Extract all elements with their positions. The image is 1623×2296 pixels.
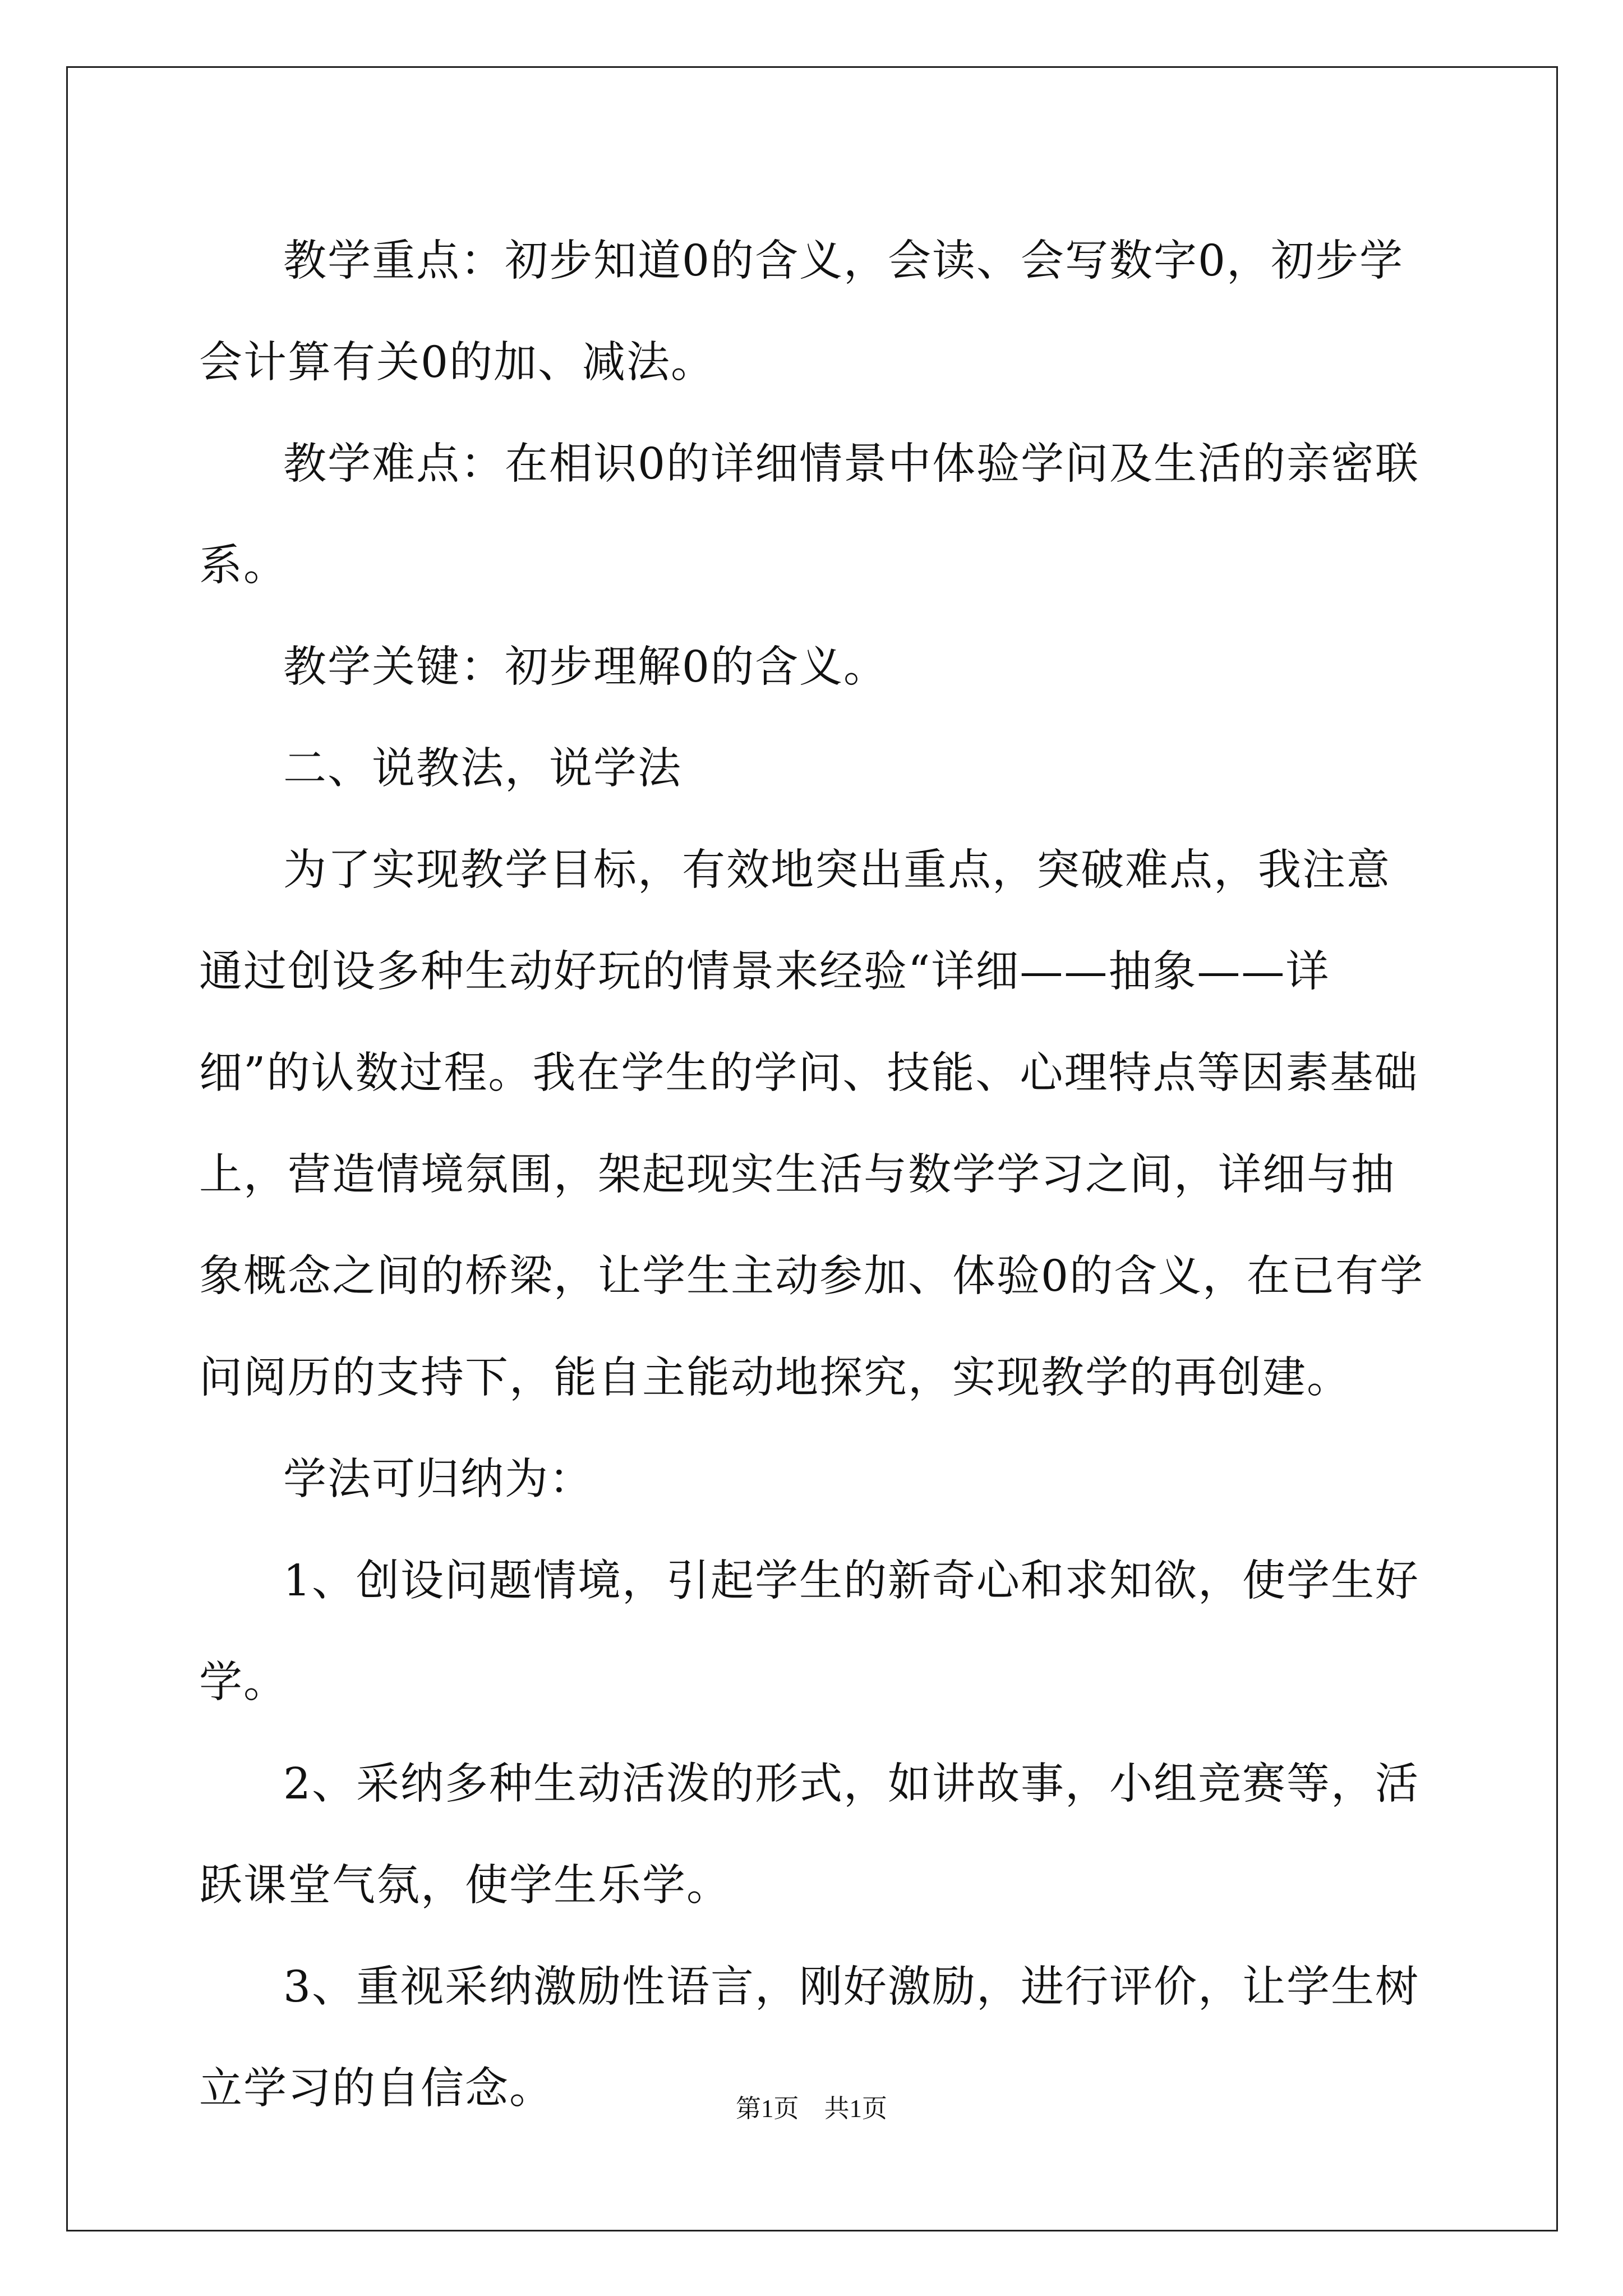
- list-item-1: 1、创设问题情境，引起学生的新奇心和求知欲，使学生好学。: [199, 1556, 1419, 1708]
- paragraph-learning-methods-intro: 学法可归纳为：: [283, 1455, 593, 1504]
- paragraph-teaching-key: 教学关键：初步理解0的含义。: [283, 642, 888, 692]
- paragraph-teaching-focus: 教学重点：初步知道0的含义，会读、会写数字0，初步学会计算有关0的加、减法。: [199, 236, 1404, 388]
- list-item-3: 3、重视采纳激励性语言，刚好激励，进行评价，让学生树立学习的自信念。: [199, 1962, 1419, 2114]
- section-heading-methods: 二、说教法，说学法: [283, 744, 682, 794]
- page-number-footer: 第1页 共1页: [735, 2095, 887, 2123]
- list-item-2: 2、采纳多种生动活泼的形式，如讲故事，小组竞赛等，活跃课堂气氛，使学生乐学。: [199, 1759, 1419, 1911]
- paragraph-methods-description: 为了实现教学目标，有效地突出重点，突破难点，我注意通过创设多种生动好玩的情景来经验“详细——抽象——详细”的认数过程。我在学生的学问、技能、心理特点等因素基础上，营造情境氛围，架起现实生活与数学学习之间，详细与抽象概念之间的桥梁，让学生主动参加、体验0的含义，在已有学问阅历的支持下，能自主能动地探究，实现教学的再创建。: [199, 845, 1424, 1403]
- paragraph-teaching-difficulty: 教学难点：在相识0的详细情景中体验学问及生活的亲密联系。: [199, 439, 1419, 591]
- document-body: [199, 210, 1427, 2139]
